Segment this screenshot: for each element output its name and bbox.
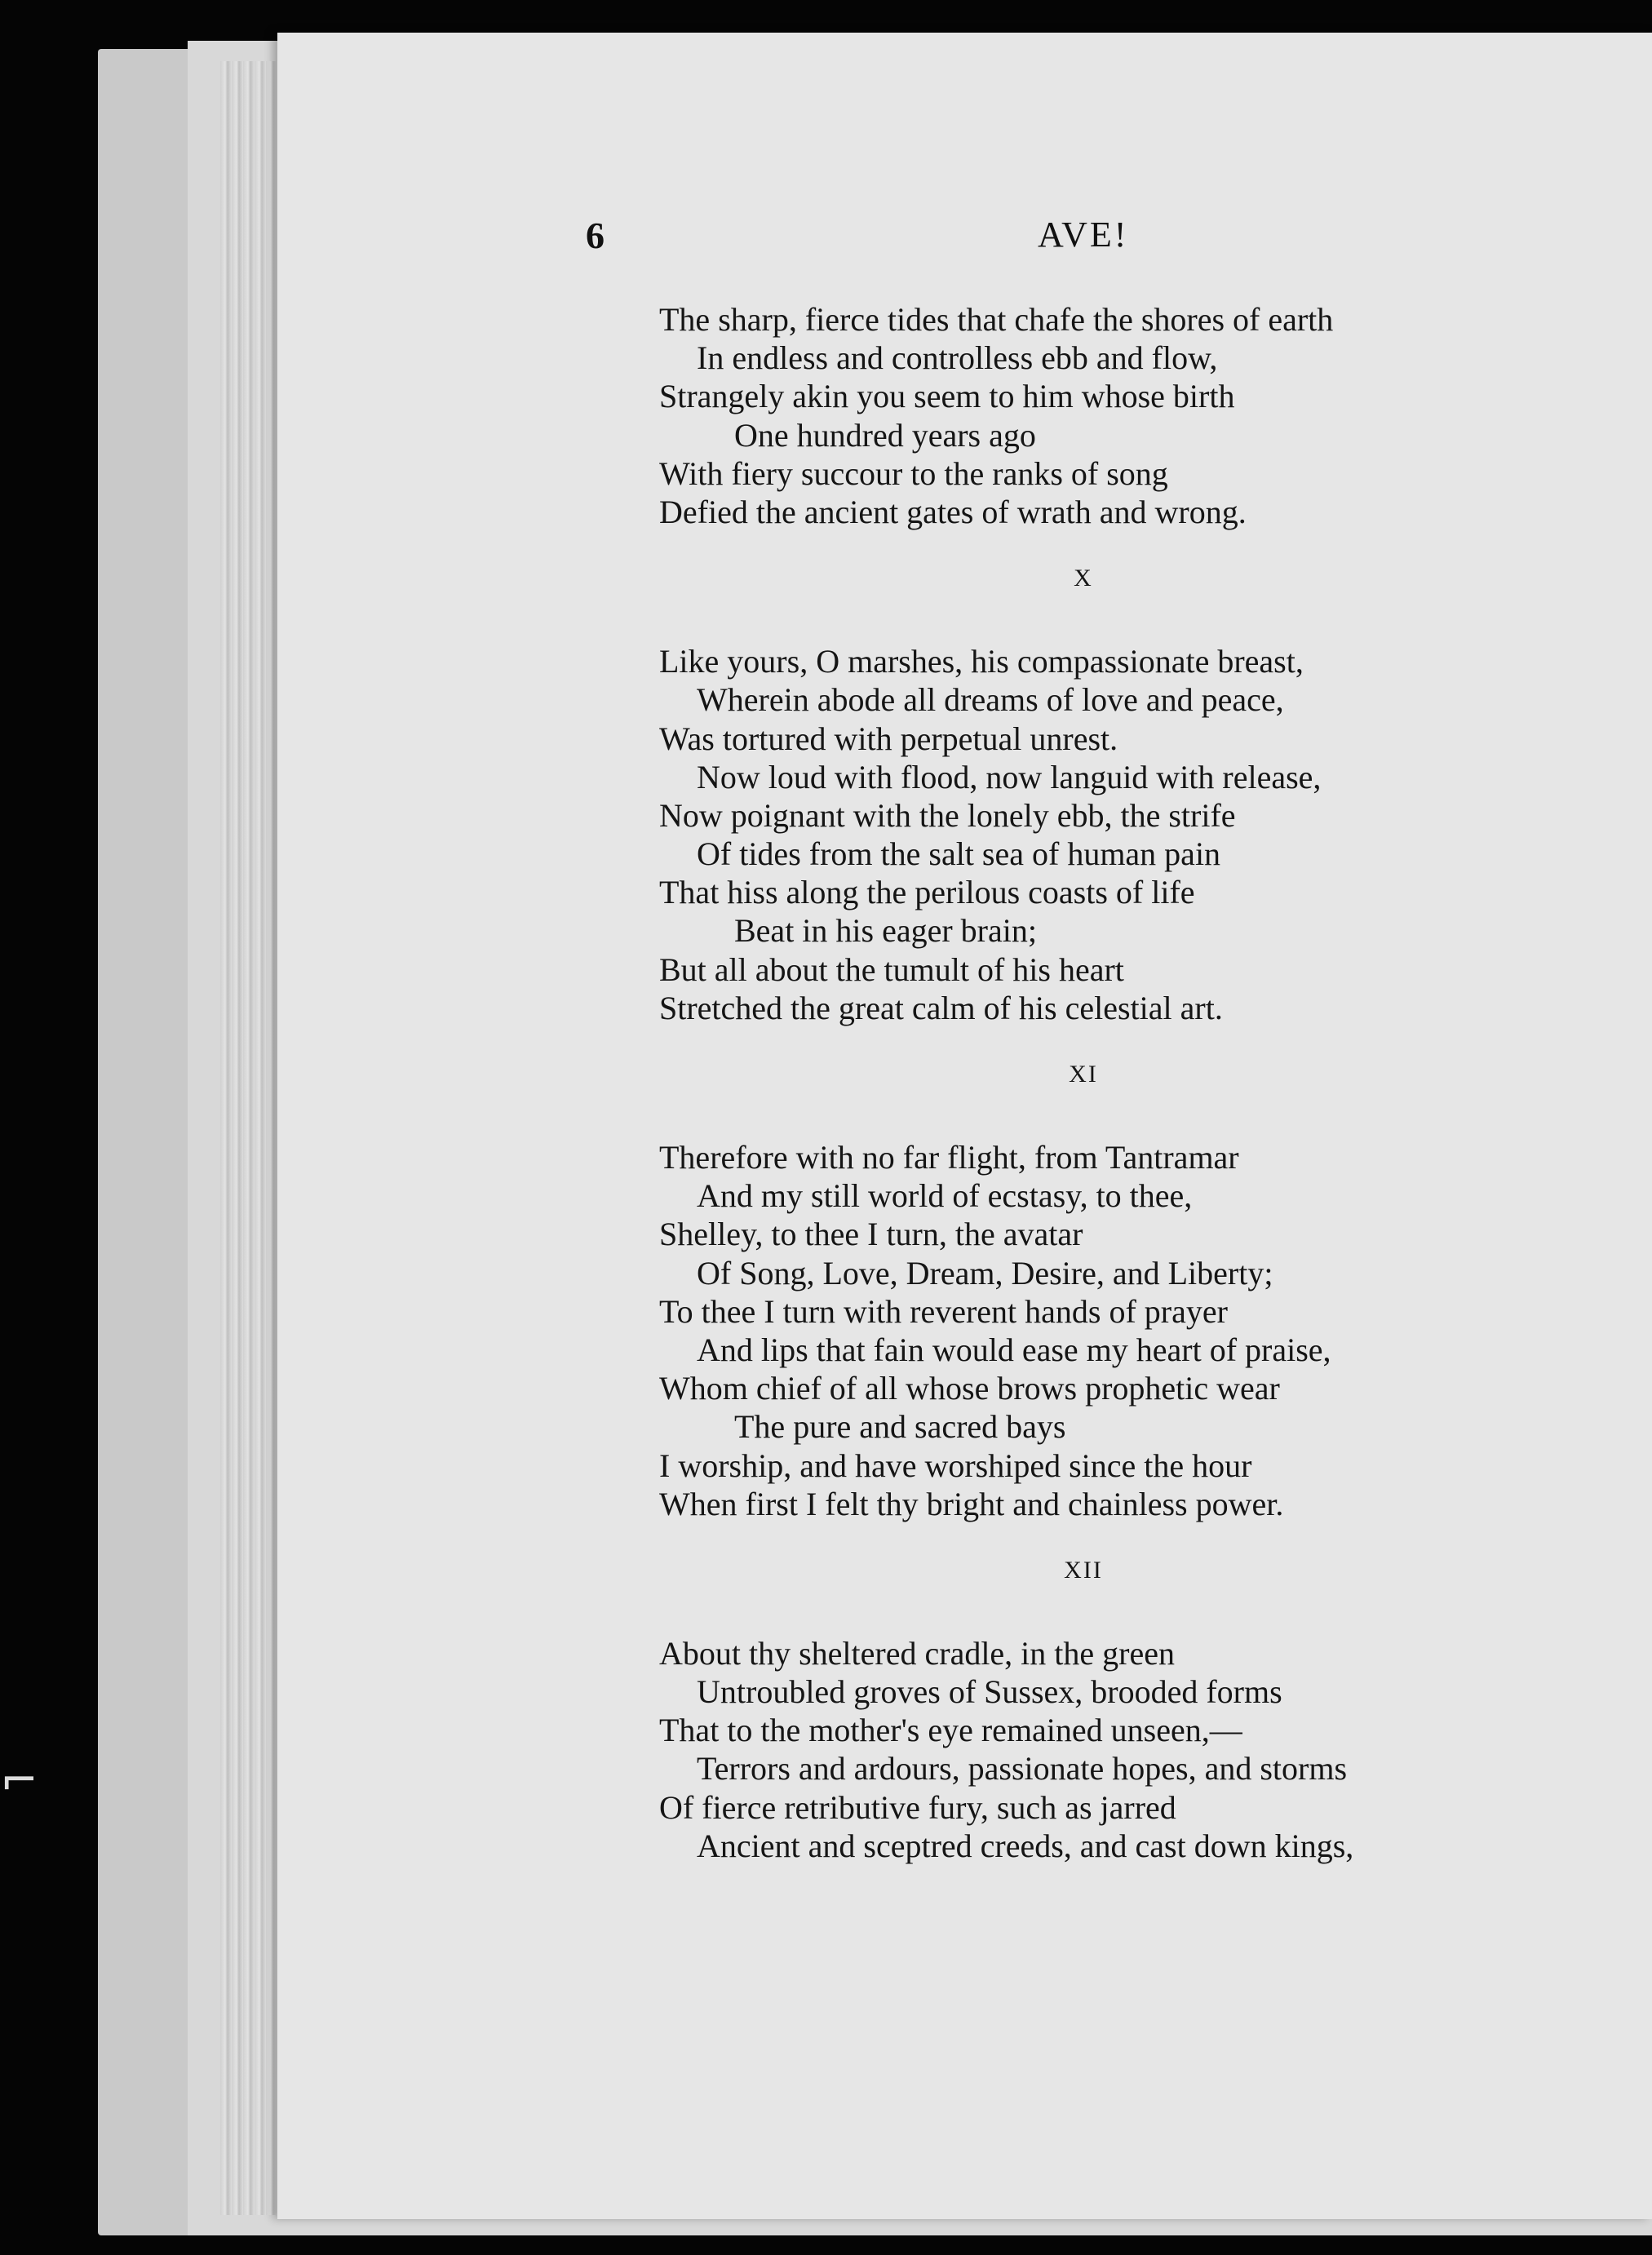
page-number: 6 xyxy=(586,215,605,256)
poem-body xyxy=(659,300,1597,1865)
poem-line: That hiss along the perilous coasts of life xyxy=(659,874,1195,911)
poem-line: About thy sheltered cradle, in the green xyxy=(659,1634,1175,1672)
poem-line: Defied the ancient gates of wrath and wrong. xyxy=(659,493,1247,530)
poem-line: Now loud with flood, now languid with release, xyxy=(697,758,1322,795)
poem-line: Untroubled groves of Sussex, brooded forms xyxy=(697,1673,1282,1711)
stanza-numeral: XII xyxy=(1064,1556,1103,1584)
stanza-numeral: XI xyxy=(1069,1061,1098,1088)
poem-line: Stretched the great calm of his celestial art. xyxy=(659,989,1223,1026)
poem-line: When first I felt thy bright and chainless power. xyxy=(659,1485,1284,1522)
poem-line: Now poignant with the lonely ebb, the strife xyxy=(659,796,1236,834)
stanza xyxy=(659,642,1597,1027)
poem-line: Beat in his eager brain; xyxy=(734,912,1037,950)
poem-line: Whom chief of all whose brows prophetic wear xyxy=(659,1370,1280,1407)
stanza xyxy=(659,1138,1597,1523)
poem-line: Was tortured with perpetual unrest. xyxy=(659,720,1118,757)
stanza xyxy=(659,300,1597,531)
stanza-numeral: X xyxy=(1074,565,1093,592)
poem-line: But all about the tumult of his heart xyxy=(659,950,1124,988)
poem-line: Shelley, to thee I turn, the avatar xyxy=(659,1216,1083,1253)
stanza xyxy=(659,1634,1597,1865)
poem-line: Of fierce retributive fury, such as jarred xyxy=(659,1788,1176,1826)
poem-line: That to the mother's eye remained unseen,— xyxy=(659,1712,1242,1749)
running-title: AVE! xyxy=(1038,215,1129,255)
poem-line: With fiery succour to the ranks of song xyxy=(659,454,1168,492)
page-edges xyxy=(220,61,286,2215)
scan-artifact-mark: ⌐ xyxy=(0,1754,38,1807)
poem-line: Wherein abode all dreams of love and peace, xyxy=(697,681,1284,719)
poem-line: Like yours, O marshes, his compassionate breast, xyxy=(659,643,1304,680)
poem-line: To thee I turn with reverent hands of prayer xyxy=(659,1292,1228,1330)
poem-line: Strangely akin you seem to him whose birth xyxy=(659,378,1235,415)
poem-line: One hundred years ago xyxy=(734,416,1036,454)
poem-line: Terrors and ardours, passionate hopes, and storms xyxy=(697,1750,1348,1788)
poem-line: In endless and controlless ebb and flow, xyxy=(697,339,1218,377)
poem-line: Of tides from the salt sea of human pain xyxy=(697,835,1221,873)
poem-line: Of Song, Love, Dream, Desire, and Liberty; xyxy=(697,1254,1273,1291)
poem-line: And lips that fain would ease my heart of praise, xyxy=(697,1331,1331,1368)
poem-line: The sharp, fierce tides that chafe the shores of earth xyxy=(659,301,1334,338)
poem-line: I worship, and have worshiped since the hour xyxy=(659,1446,1252,1484)
poem-line: Ancient and sceptred creeds, and cast down kings, xyxy=(697,1827,1354,1864)
poem-line: Therefore with no far flight, from Tantramar xyxy=(659,1139,1239,1176)
poem-line: And my still world of ecstasy, to thee, xyxy=(697,1177,1193,1215)
poem-line: The pure and sacred bays xyxy=(734,1408,1066,1446)
